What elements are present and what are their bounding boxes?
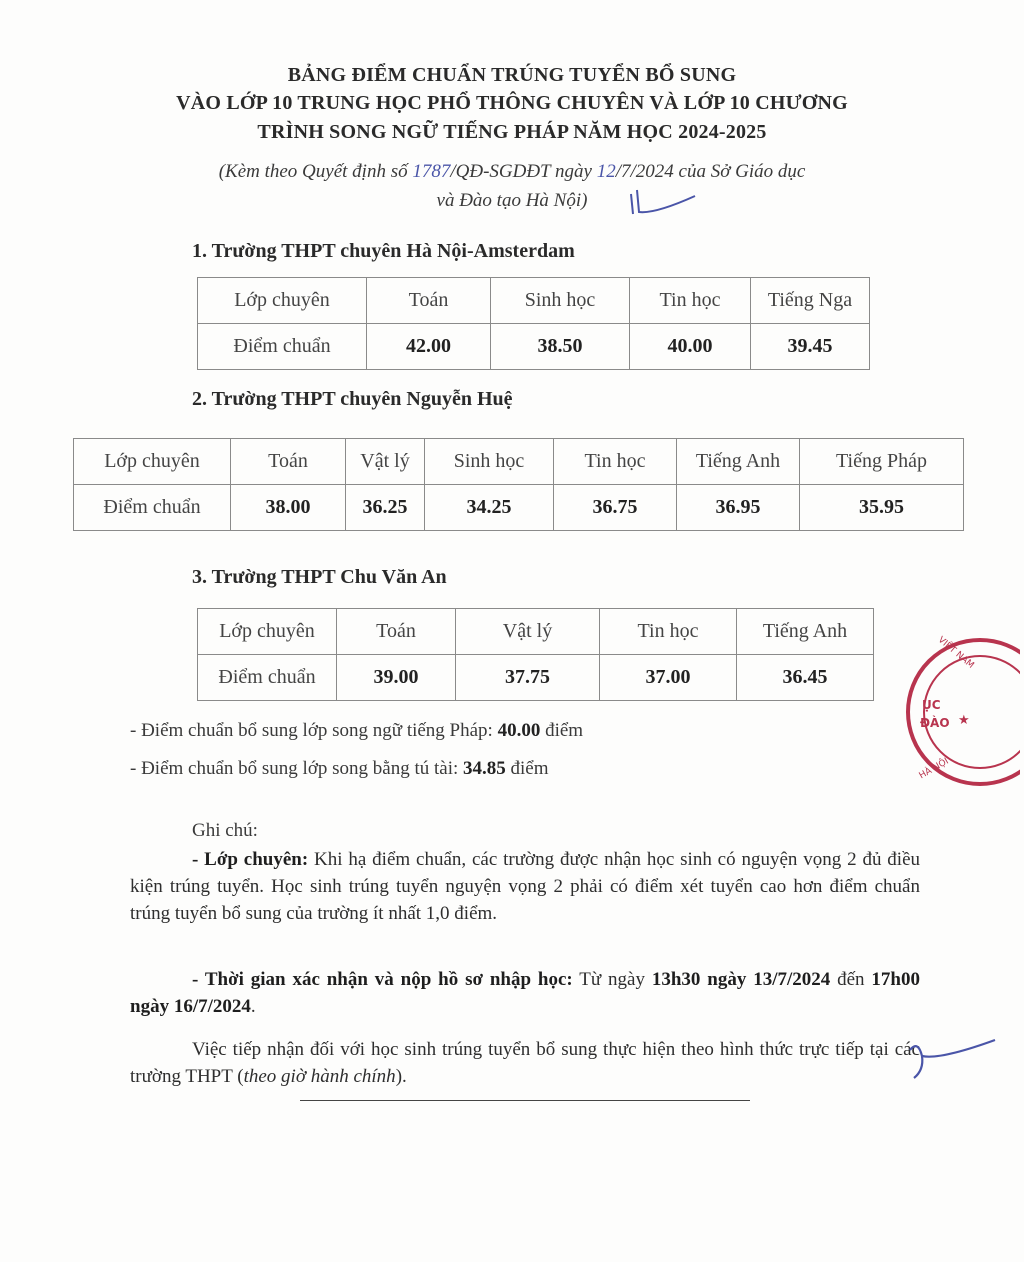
decision-number: 1787 — [412, 161, 451, 182]
score-cell: 40.00 — [630, 324, 751, 370]
note-2-end: . — [250, 996, 256, 1017]
note-2-mid: Từ ngày — [579, 969, 645, 990]
note-2-time-1: 13h30 ngày 13/7/2024 — [651, 969, 831, 990]
note-3-italic: theo giờ hành chính — [243, 1066, 396, 1087]
score-cell: 36.95 — [677, 485, 800, 531]
score-cell: 39.45 — [751, 324, 870, 370]
subtitle-line-2-text: và Đào tạo Hà Nội) — [436, 190, 588, 211]
table-row — [74, 439, 964, 485]
subject-cell: Toán — [337, 609, 456, 655]
initial-mark-icon — [625, 184, 705, 220]
table-row — [198, 278, 870, 324]
subject-cell: Tin học — [554, 439, 677, 485]
subtitle-line-1 — [0, 161, 1024, 183]
subject-cell: Tin học — [630, 278, 751, 324]
subject-cell: Toán — [367, 278, 491, 324]
subject-cell: Vật lý — [456, 609, 600, 655]
note-3 — [130, 1036, 920, 1090]
score-cell: 34.25 — [425, 485, 554, 531]
subject-cell: Toán — [231, 439, 346, 485]
note-2-time-2: 17h00 ngày 16/7/2024 — [130, 969, 920, 1017]
extra-line-1-value: 40.00 — [497, 720, 541, 741]
row-label: Điểm chuẩn — [74, 485, 231, 531]
note-3-end: ). — [395, 1066, 407, 1087]
table-row — [74, 485, 964, 531]
school-2-heading: 2. Trường THPT chuyên Nguyễn Huệ — [192, 388, 513, 410]
seal-text-mid-2: ĐÀO — [920, 716, 950, 730]
score-cell: 36.45 — [737, 655, 874, 701]
school-3-heading: 3. Trường THPT Chu Văn An — [192, 566, 447, 588]
note-3-text: Việc tiếp nhận đối với học sinh trúng tuyển bổ sung thực hiện theo hình thức trực tiếp tại các trường THPT ( — [130, 1039, 920, 1087]
score-cell: 37.00 — [600, 655, 737, 701]
subject-cell: Tin học — [600, 609, 737, 655]
seal-text-mid: ỤC — [922, 698, 941, 712]
subtitle-suffix: /7/2024 của Sở Giáo dục — [615, 161, 806, 182]
extra-line-2-text: - Điểm chuẩn bổ sung lớp song bằng tú tài: — [130, 758, 459, 779]
score-cell: 38.50 — [491, 324, 630, 370]
end-divider — [300, 1100, 750, 1101]
seal-text-bottom: HÀ NỘI — [917, 756, 951, 782]
row-label: Lớp chuyên — [198, 609, 337, 655]
seal-text-top: VIỆT NAM — [935, 635, 976, 671]
svg-text:★: ★ — [958, 713, 970, 728]
subject-cell: Sinh học — [425, 439, 554, 485]
note-1-label: - Lớp chuyên: — [192, 849, 309, 870]
note-2-to: đến — [837, 969, 865, 990]
extra-line-1-unit: điểm — [545, 720, 584, 741]
subject-cell: Tiếng Anh — [677, 439, 800, 485]
row-label: Điểm chuẩn — [198, 655, 337, 701]
extra-line-1 — [130, 720, 583, 742]
extra-line-2-unit: điểm — [510, 758, 549, 779]
school-2-table — [73, 438, 964, 531]
note-1-text: Khi hạ điểm chuẩn, các trường được nhận học sinh có nguyện vọng 2 đủ điều kiện trúng tuyển. Học sinh trúng tuyển nguyện vọng 2 phải có điểm xét tuyển cao hơn điểm chuẩn trúng tuyển bổ sung của trường ít nhất 1,0 điểm. — [130, 849, 921, 924]
subtitle-prefix: (Kèm theo Quyết định số — [218, 161, 413, 182]
score-cell: 36.25 — [346, 485, 425, 531]
table-row — [198, 609, 874, 655]
score-cell: 35.95 — [800, 485, 964, 531]
title-line-3: TRÌNH SONG NGỮ TIẾNG PHÁP NĂM HỌC 2024-2025 — [257, 121, 767, 143]
table-row — [198, 324, 870, 370]
subtitle-line-2 — [0, 190, 1024, 212]
note-2-label: - Thời gian xác nhận và nộp hồ sơ nhập học: — [192, 969, 573, 990]
subject-cell: Sinh học — [491, 278, 630, 324]
extra-line-2 — [130, 758, 549, 780]
score-cell: 36.75 — [554, 485, 677, 531]
notes-title: Ghi chú: — [192, 820, 258, 841]
extra-line-2-value: 34.85 — [463, 758, 506, 779]
row-label: Lớp chuyên — [74, 439, 231, 485]
official-seal — [900, 632, 1020, 792]
row-label: Lớp chuyên — [198, 278, 367, 324]
subtitle-mid: /QĐ-SGDĐT ngày — [450, 161, 597, 182]
note-1 — [130, 846, 920, 927]
score-cell: 42.00 — [367, 324, 491, 370]
subject-cell: Vật lý — [346, 439, 425, 485]
decision-day: 12 — [596, 161, 616, 182]
row-label: Điểm chuẩn — [198, 324, 367, 370]
extra-line-1-text: - Điểm chuẩn bổ sung lớp song ngữ tiếng Pháp: — [130, 720, 493, 741]
subject-cell: Tiếng Nga — [751, 278, 870, 324]
school-3-table — [197, 608, 874, 701]
title-line-1: BẢNG ĐIỂM CHUẨN TRÚNG TUYỂN BỔ SUNG — [287, 64, 737, 86]
signature-initial-icon — [900, 1030, 1000, 1090]
score-cell: 39.00 — [337, 655, 456, 701]
title-line-2: VÀO LỚP 10 TRUNG HỌC PHỔ THÔNG CHUYÊN VÀ LỚP 10 CHƯƠNG — [176, 92, 848, 114]
table-row — [198, 655, 874, 701]
school-1-heading: 1. Trường THPT chuyên Hà Nội-Amsterdam — [192, 240, 575, 262]
subject-cell: Tiếng Pháp — [800, 439, 964, 485]
school-1-table — [197, 277, 870, 370]
note-2 — [130, 966, 920, 1020]
score-cell: 37.75 — [456, 655, 600, 701]
score-cell: 38.00 — [231, 485, 346, 531]
subject-cell: Tiếng Anh — [737, 609, 874, 655]
